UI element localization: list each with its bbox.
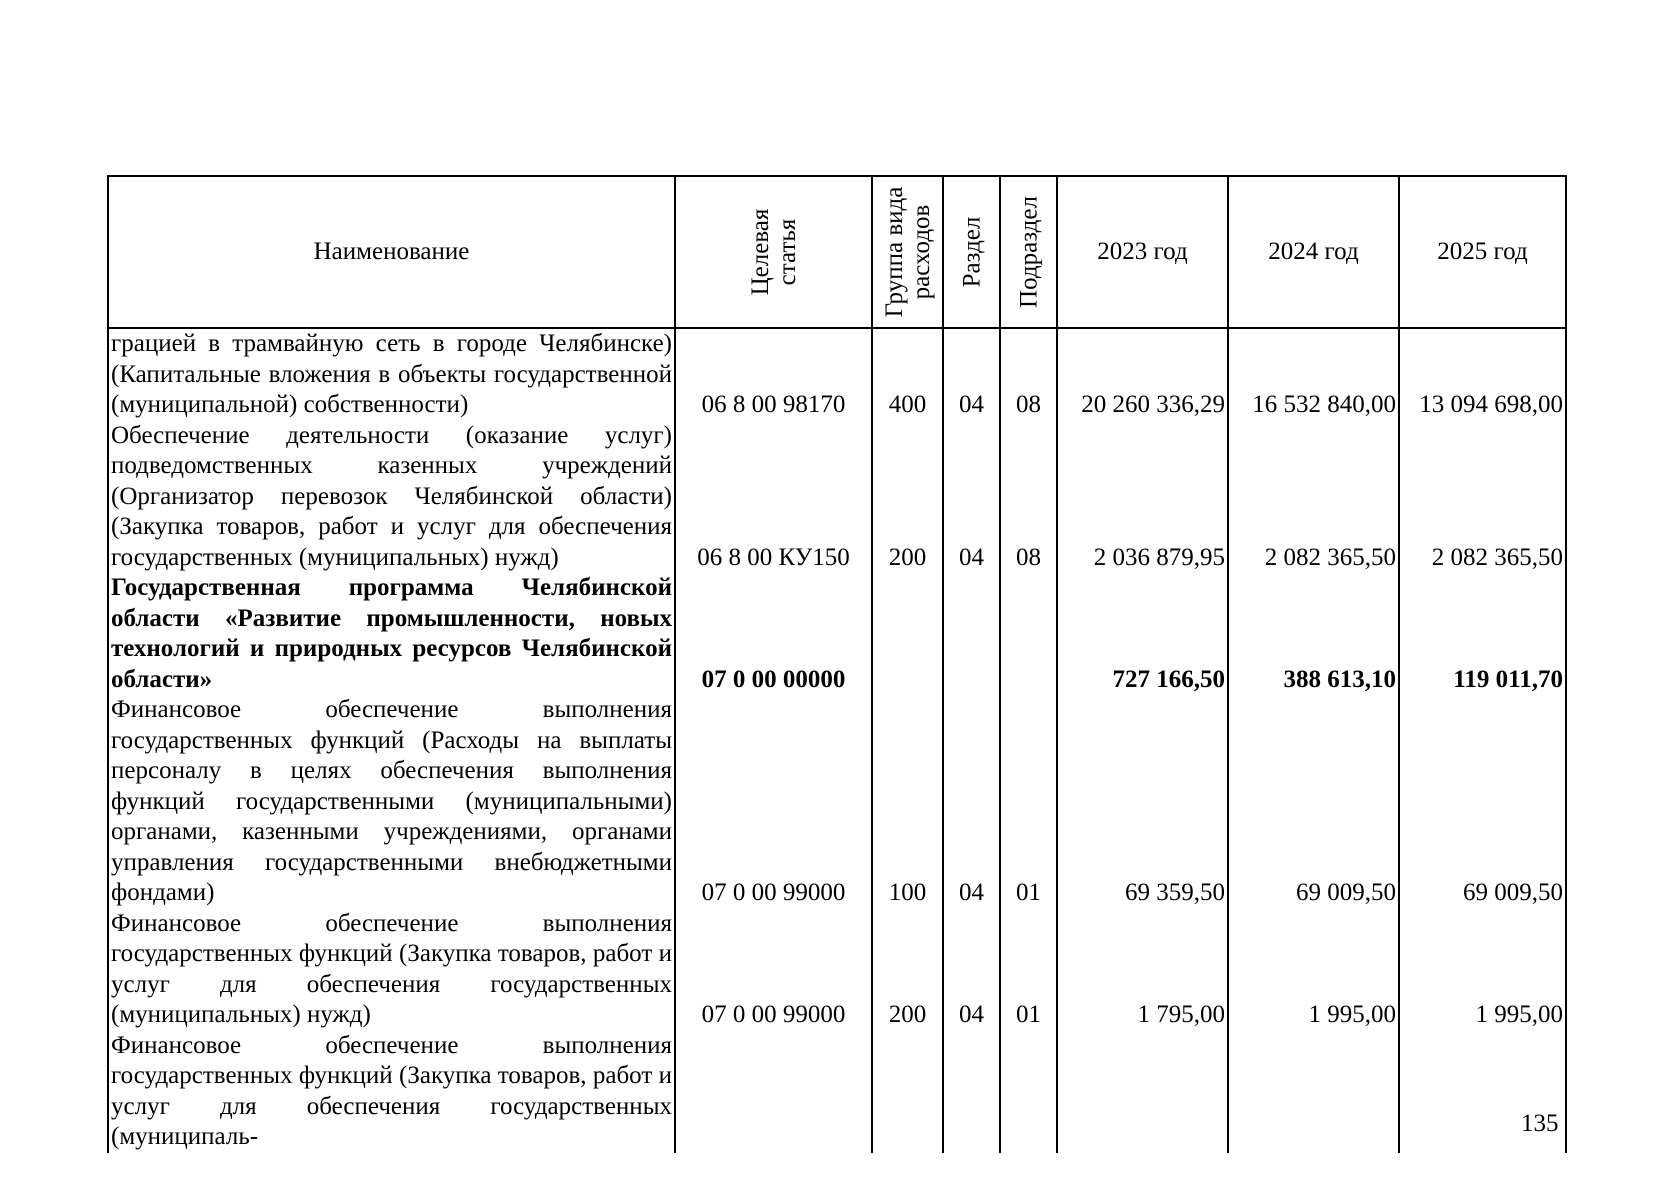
row-2024: 388 613,10 <box>1228 573 1399 695</box>
row-subsection: 08 <box>1000 421 1057 574</box>
row-expense-group: 400 <box>872 328 943 421</box>
header-target-article <box>675 176 872 328</box>
header-section-label: Раздел <box>958 216 985 288</box>
header-2023: 2023 год <box>1057 176 1228 328</box>
row-target-article: 06 8 00 98170 <box>675 328 872 421</box>
row-subsection <box>1000 573 1057 695</box>
row-2023 <box>1057 1031 1228 1153</box>
row-name: Финансовое обеспечение выполнения государственных функций (Закупка товаров, работ и услуг для обеспечения государственных (муниципальных) нужд) <box>108 909 675 1031</box>
row-name: грацией в трамвайную сеть в городе Челябинске) (Капитальные вложения в объекты государственной (муниципальной) собственности) <box>108 328 675 421</box>
row-name: Обеспечение деятельности (оказание услуг) подведомственных казенных учреждений (Организатор перевозок Челябинской области) (Закупка товаров, работ и услуг для обеспечения государственных (муниципальных) нужд) <box>108 421 675 574</box>
row-subsection: 01 <box>1000 695 1057 909</box>
row-expense-group <box>872 573 943 695</box>
header-subsection-label: Подраздел <box>1015 196 1042 308</box>
row-name: Государственная программа Челябинской области «Развитие промышленности, новых технологий и природных ресурсов Челябинской области» <box>108 573 675 695</box>
table-row <box>108 1031 1566 1153</box>
budget-table <box>107 175 1567 1153</box>
row-2023: 1 795,00 <box>1057 909 1228 1031</box>
row-expense-group: 200 <box>872 421 943 574</box>
row-2025: 13 094 698,00 <box>1399 328 1566 421</box>
header-expense-group-label: Группа вида расходов <box>880 186 935 318</box>
row-2025: 69 009,50 <box>1399 695 1566 909</box>
row-2024: 16 532 840,00 <box>1228 328 1399 421</box>
header-target-article-label: Целевая статья <box>746 208 801 296</box>
row-2025: 1 995,00 <box>1399 909 1566 1031</box>
header-expense-group <box>872 176 943 328</box>
row-expense-group <box>872 1031 943 1153</box>
row-2025: 119 011,70 <box>1399 573 1566 695</box>
row-target-article: 07 0 00 00000 <box>675 573 872 695</box>
row-subsection <box>1000 1031 1057 1153</box>
header-2024: 2024 год <box>1228 176 1399 328</box>
row-2024: 1 995,00 <box>1228 909 1399 1031</box>
row-target-article: 06 8 00 КУ150 <box>675 421 872 574</box>
header-name: Наименование <box>108 176 675 328</box>
row-section: 04 <box>943 328 1000 421</box>
table-row <box>108 421 1566 574</box>
header-2025: 2025 год <box>1399 176 1566 328</box>
row-2024 <box>1228 1031 1399 1153</box>
row-2024: 69 009,50 <box>1228 695 1399 909</box>
row-2024: 2 082 365,50 <box>1228 421 1399 574</box>
row-2025: 2 082 365,50 <box>1399 421 1566 574</box>
row-section: 04 <box>943 421 1000 574</box>
row-expense-group: 200 <box>872 909 943 1031</box>
table-row <box>108 573 1566 695</box>
row-section <box>943 1031 1000 1153</box>
row-name: Финансовое обеспечение выполнения государственных функций (Закупка товаров, работ и услуг для обеспечения государственных (муниципаль- <box>108 1031 675 1153</box>
header-subsection <box>1000 176 1057 328</box>
row-target-article: 07 0 00 99000 <box>675 695 872 909</box>
row-expense-group: 100 <box>872 695 943 909</box>
row-subsection: 08 <box>1000 328 1057 421</box>
row-2023: 727 166,50 <box>1057 573 1228 695</box>
row-2023: 69 359,50 <box>1057 695 1228 909</box>
row-name: Финансовое обеспечение выполнения государственных функций (Расходы на выплаты персоналу в целях обеспечения выполнения функций государственными (муниципальными) органами, казенными учреждениями, органами управления государственными внебюджетными фондами) <box>108 695 675 909</box>
row-2023: 20 260 336,29 <box>1057 328 1228 421</box>
row-subsection: 01 <box>1000 909 1057 1031</box>
table-row <box>108 909 1566 1031</box>
row-section: 04 <box>943 909 1000 1031</box>
table-row <box>108 328 1566 421</box>
row-2023: 2 036 879,95 <box>1057 421 1228 574</box>
row-section: 04 <box>943 695 1000 909</box>
page-number: 135 <box>1521 1110 1559 1137</box>
row-section <box>943 573 1000 695</box>
row-target-article <box>675 1031 872 1153</box>
table-row <box>108 695 1566 909</box>
header-row <box>108 176 1566 328</box>
header-section <box>943 176 1000 328</box>
row-target-article: 07 0 00 99000 <box>675 909 872 1031</box>
